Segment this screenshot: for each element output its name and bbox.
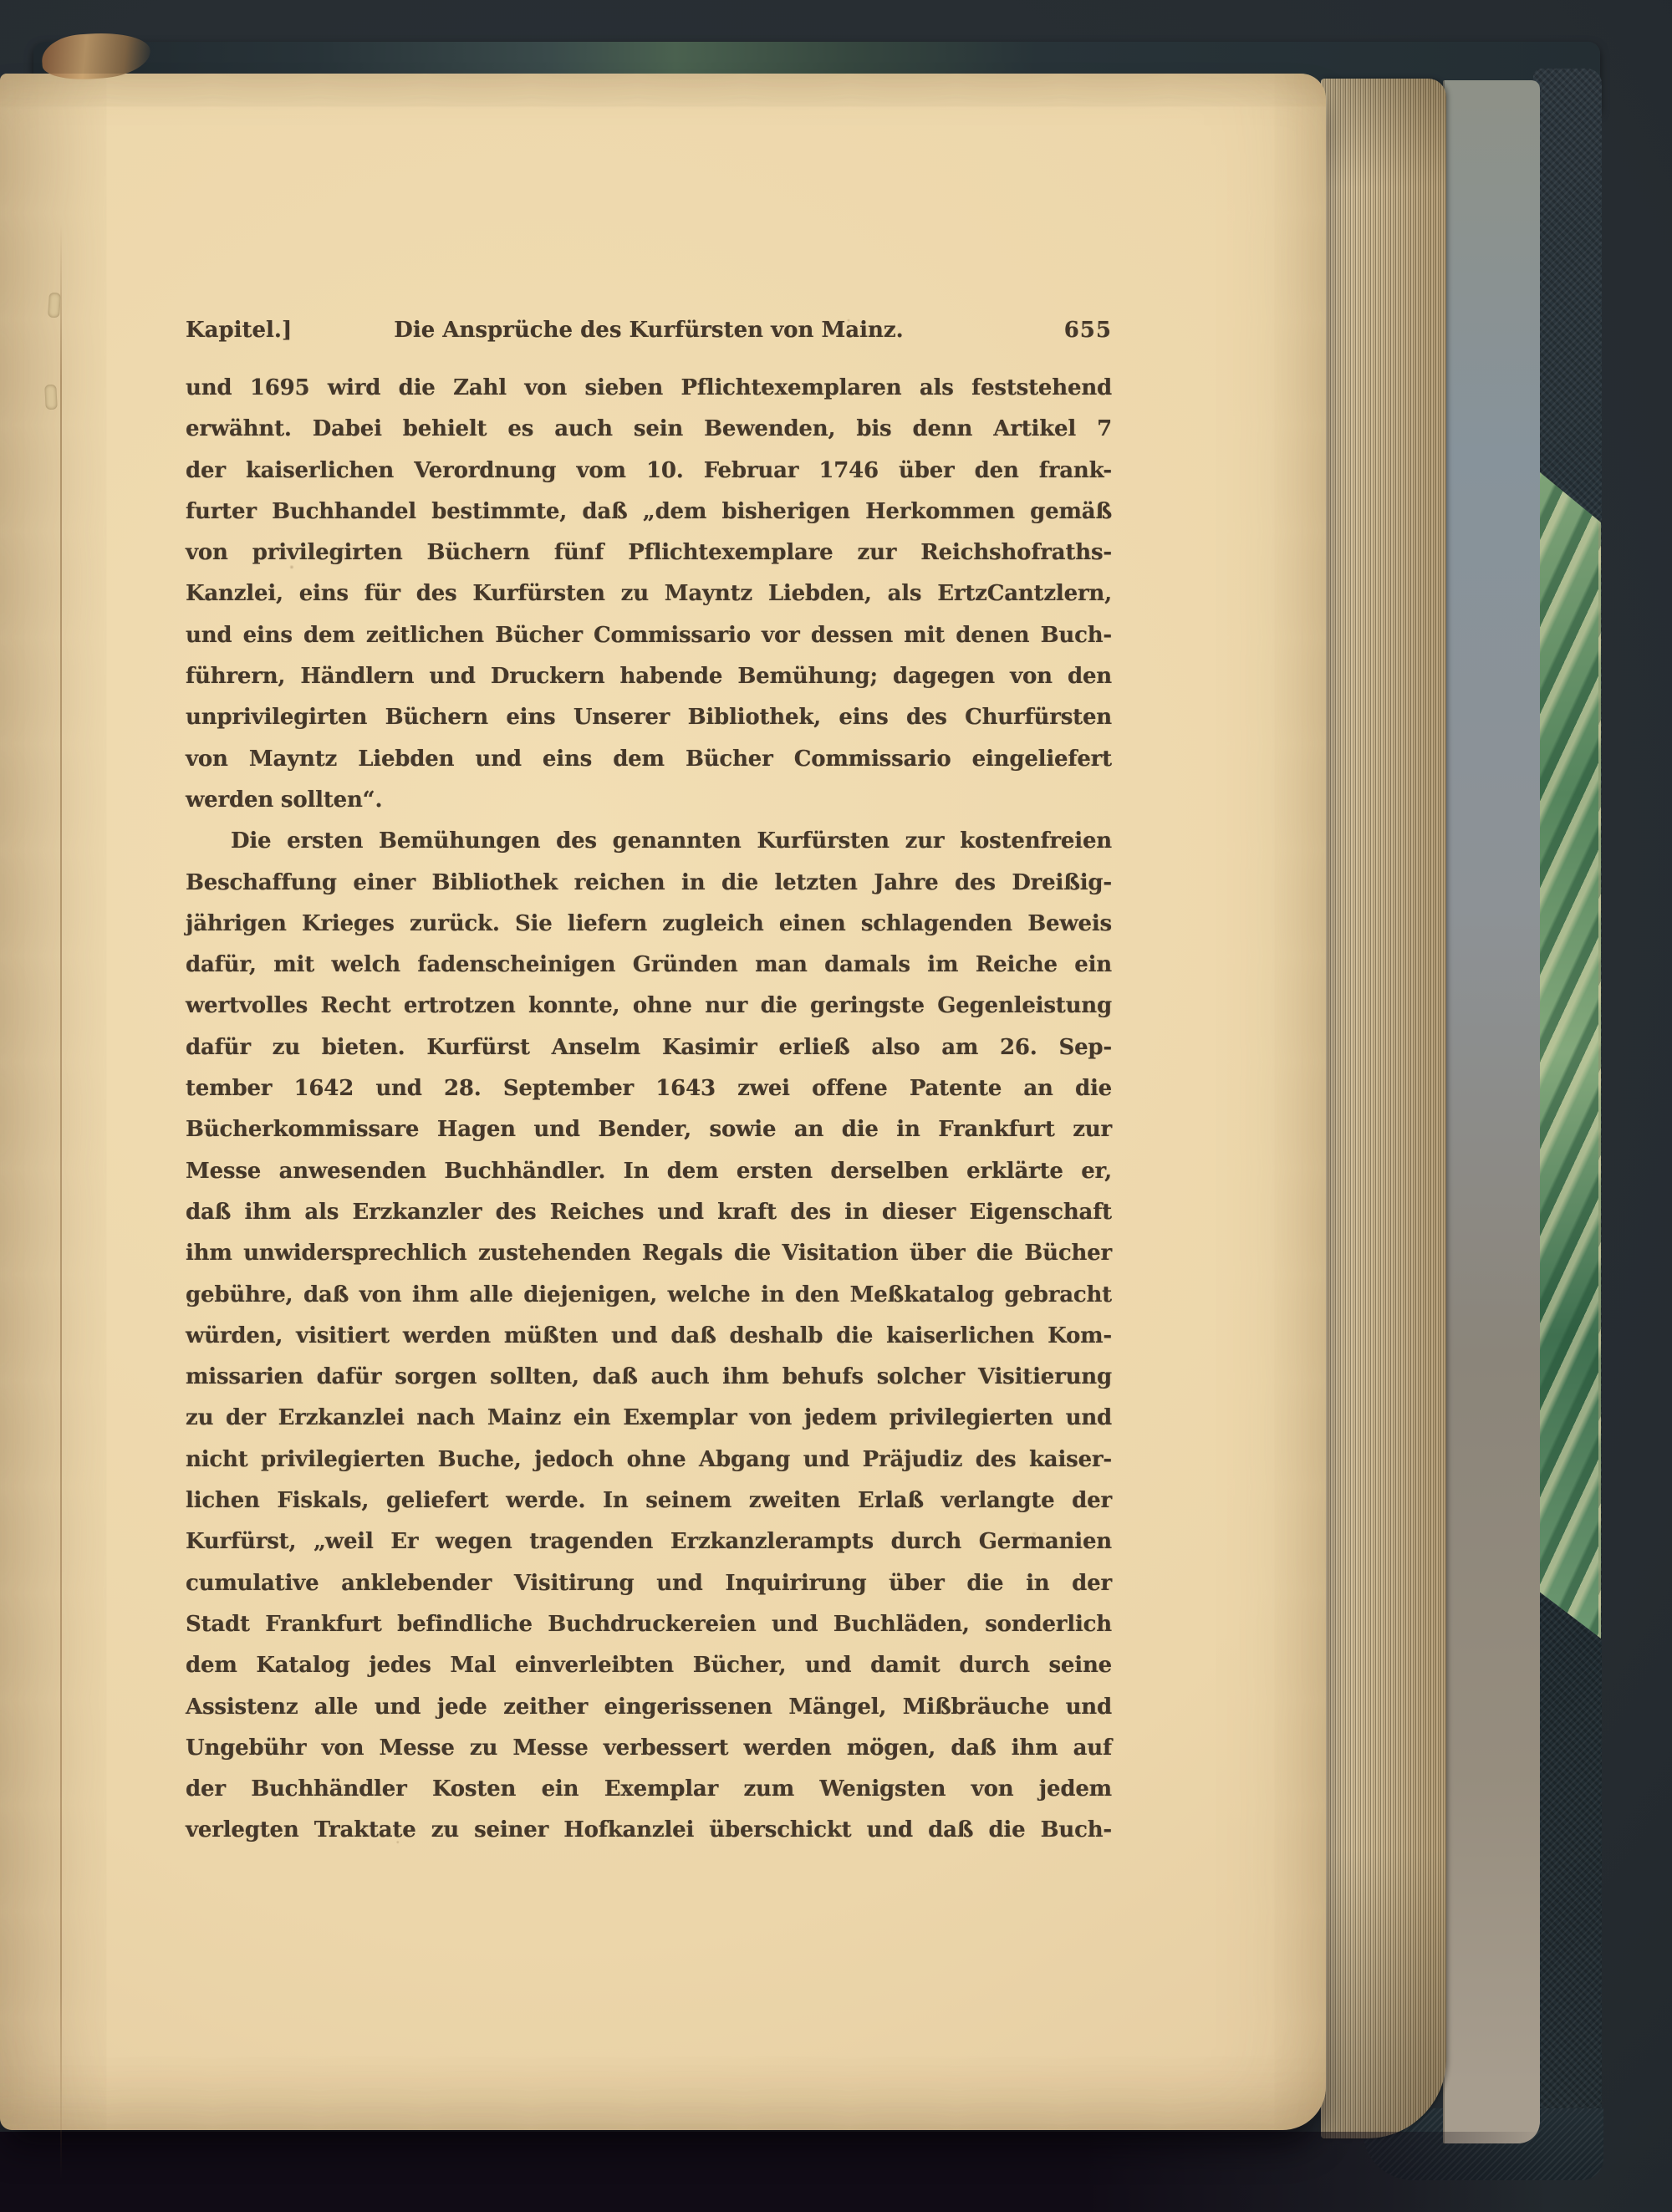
text-line: dafür zu bieten. Kurfürst Anselm Kasimir erließ also am 26. Sep-	[186, 1034, 1112, 1060]
text-line: wertvolles Recht ertrotzen konnte, ohne nur die geringste Gegenleistung	[186, 993, 1112, 1019]
text-line: werden sollten“.	[186, 787, 383, 813]
book-page	[0, 74, 1326, 2130]
text-line: Ungebühr von Messe zu Messe verbessert werden mögen, daß ihm auf	[186, 1735, 1112, 1761]
running-header	[186, 318, 1112, 351]
text-line: von privilegirten Büchern fünf Pflichtexemplare zur Reichshofraths-	[186, 540, 1112, 566]
text-line: erwähnt. Dabei behielt es auch sein Bewenden, bis denn Artikel 7	[186, 416, 1112, 442]
text-line: von Mayntz Liebden und eins dem Bücher Commissario eingeliefert	[186, 746, 1112, 772]
text-line: tember 1642 und 28. September 1643 zwei offene Patente an die	[186, 1076, 1112, 1102]
text-line: gebühre, daß von ihm alle diejenigen, welche in den Meßkatalog gebracht	[186, 1282, 1112, 1307]
text-line: würden, visitiert werden müßten und daß deshalb die kaiserlichen Kom-	[186, 1323, 1112, 1348]
text-line: nicht privilegierten Buche, jedoch ohne Abgang und Präjudiz des kaiser-	[186, 1446, 1112, 1472]
text-line: ihm unwidersprechlich zustehenden Regals die Visitation über die Bücher	[186, 1241, 1112, 1267]
text-line: missarien dafür sorgen sollten, daß auch ihm behufs solcher Visitierung	[186, 1364, 1112, 1390]
text-line: und 1695 wird die Zahl von sieben Pflichtexemplaren als feststehend	[186, 375, 1112, 400]
text-line: Kurfürst, „weil Er wegen tragenden Erzkanzlerampts durch Germanien	[186, 1529, 1112, 1555]
text-line: Messe anwesenden Buchhändler. In dem ersten derselben erklärte er,	[186, 1158, 1112, 1184]
text-line: jährigen Krieges zurück. Sie liefern zugleich einen schlagenden Beweis	[186, 910, 1112, 936]
text-line: dafür, mit welch fadenscheinigen Gründen man damals im Reiche ein	[186, 952, 1112, 978]
text-line: Die ersten Bemühungen des genannten Kurfürsten zur kostenfreien	[231, 828, 1112, 854]
text-line: der Buchhändler Kosten ein Exemplar zum Wenigsten von jedem	[186, 1776, 1112, 1802]
text-line: Assistenz alle und jede zeither eingerissenen Mängel, Mißbräuche und	[186, 1694, 1112, 1720]
fore-edge-page-stack	[1321, 79, 1446, 2138]
binding-stitch	[44, 385, 58, 410]
text-line: daß ihm als Erzkanzler des Reiches und kraft des in dieser Eigenschaft	[186, 1199, 1112, 1225]
header-chapter-label: Kapitel.]	[186, 318, 293, 343]
page-number: 655	[1063, 318, 1112, 343]
gutter-crease	[60, 224, 62, 2180]
marbled-paper-band	[1535, 464, 1601, 1643]
backdrop-bottom-shadow	[0, 2132, 1547, 2212]
text-line: lichen Fiskals, geliefert werde. In seinem zweiten Erlaß verlangte der	[186, 1488, 1112, 1514]
text-line: Bücherkommissare Hagen und Bender, sowie an die in Frankfurt zur	[186, 1117, 1112, 1143]
header-title: Die Ansprüche des Kurfürsten von Mainz.	[394, 318, 904, 343]
text-line: unprivilegirten Büchern eins Unserer Bibliothek, eins des Churfürsten	[186, 705, 1112, 731]
text-line: und eins dem zeitlichen Bücher Commissario vor dessen mit denen Buch-	[186, 622, 1112, 648]
text-line: Stadt Frankfurt befindliche Buchdruckereien und Buchläden, sonderlich	[186, 1611, 1112, 1637]
text-line: führern, Händlern und Druckern habende Bemühung; dagegen von den	[186, 664, 1112, 690]
text-line: Kanzlei, eins für des Kurfürsten zu Mayntz Liebden, als ErtzCantzlern,	[186, 581, 1112, 607]
text-line: Beschaffung einer Bibliothek reichen in die letzten Jahre des Dreißig-	[186, 869, 1112, 895]
text-line: zu der Erzkanzlei nach Mainz ein Exemplar von jedem privilegierten und	[186, 1405, 1112, 1431]
endpaper-edge	[1443, 80, 1540, 2143]
page-body-text	[186, 368, 1112, 1852]
text-line: verlegten Traktate zu seiner Hofkanzlei überschickt und daß die Buch-	[186, 1817, 1112, 1843]
binding-stitch	[48, 293, 61, 319]
text-line: der kaiserlichen Verordnung vom 10. Februar 1746 über den frank-	[186, 457, 1112, 483]
text-line: dem Katalog jedes Mal einverleibten Bücher, und damit durch seine	[186, 1653, 1112, 1679]
text-line: cumulative anklebender Visitirung und Inquirirung über die in der	[186, 1570, 1112, 1596]
text-line: furter Buchhandel bestimmte, daß „dem bisherigen Herkommen gemäß	[186, 498, 1112, 524]
